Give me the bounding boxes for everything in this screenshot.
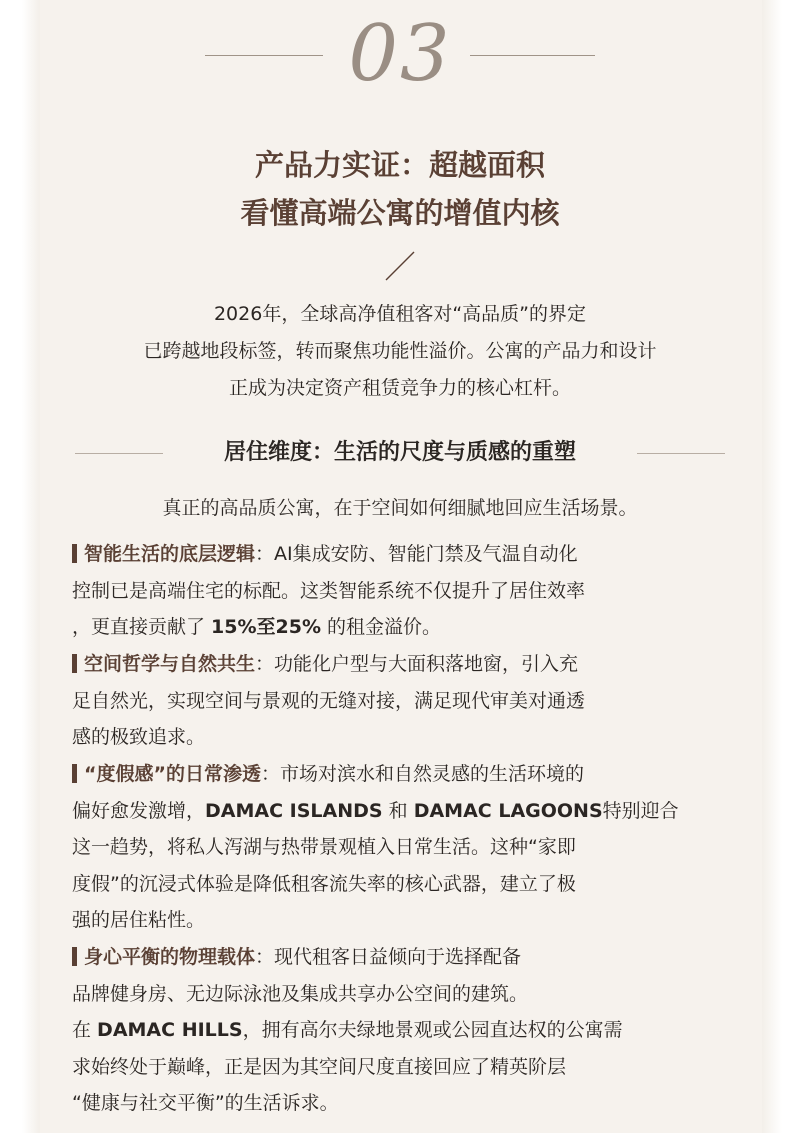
point-wellbeing xyxy=(72,939,732,1122)
intro-line-1: 2026年，全球高净值租客对“高品质”的界定 xyxy=(213,303,587,325)
point-holiday-feel xyxy=(72,756,732,939)
point-line xyxy=(72,939,732,976)
slash-divider-icon xyxy=(382,248,418,284)
premium-figure: 15%至25% xyxy=(211,616,322,638)
point-text: ：现代租客日益倾向于选择配备 xyxy=(255,946,522,968)
point-text: 在 xyxy=(72,1019,98,1041)
point-text: ：市场对滨水和自然灵感的生活环境的 xyxy=(260,763,584,785)
point-line: 足自然光，实现空间与景观的无缝对接，满足现代审美对通透 xyxy=(72,689,586,712)
point-text: ，更直接贡献了 xyxy=(72,616,212,638)
point-text: 特别迎合 xyxy=(602,799,679,822)
point-text: ：功能化户型与大面积落地窗，引入充 xyxy=(255,653,579,675)
bullet-marker-icon xyxy=(72,544,77,563)
point-text: 和 xyxy=(382,799,414,822)
point-line: 品牌健身房、无边际泳池及集成共享办公空间的建筑。 xyxy=(72,982,529,1005)
number-rule-right xyxy=(470,55,595,56)
project-name: DAMAC LAGOONS xyxy=(413,799,603,822)
point-lead: 智能生活的底层逻辑 xyxy=(84,543,256,565)
point-text: ，拥有高尔夫绿地景观或公园直达权的公寓需 xyxy=(242,1019,623,1041)
point-text: 偏好愈发激增， xyxy=(72,799,206,822)
point-line: 强的居住粘性。 xyxy=(72,909,206,931)
point-line xyxy=(72,1012,732,1049)
point-smart-living xyxy=(72,536,732,646)
point-lead: 身心平衡的物理载体 xyxy=(84,946,256,968)
point-line: 控制已是高端住宅的标配。这类智能系统不仅提升了居住效率 xyxy=(72,579,586,602)
point-text: 的租金溢价。 xyxy=(321,616,442,638)
subheading-rule-right xyxy=(637,453,725,454)
bullet-marker-icon xyxy=(72,947,77,966)
page-title-line-1: 产品力实证：超越面积 xyxy=(254,148,545,182)
project-name: DAMAC HILLS xyxy=(97,1019,243,1041)
point-text: ：AI集成安防、智能门禁及气温自动化 xyxy=(255,543,578,565)
point-line xyxy=(72,756,732,793)
point-line xyxy=(72,793,732,830)
section-number: 03 xyxy=(348,9,452,99)
point-space-nature xyxy=(72,646,732,756)
bullet-marker-icon xyxy=(72,654,77,673)
point-line: 求始终处于巅峰，正是因为其空间尺度直接回应了精英阶层 xyxy=(72,1055,567,1078)
subsection-heading: 居住维度：生活的尺度与质感的重塑 xyxy=(223,440,576,465)
point-line: 这一趋势，将私人泻湖与热带景观植入日常生活。这种“家即 xyxy=(72,836,576,858)
point-lead: 空间哲学与自然共生 xyxy=(84,653,256,675)
subsection-intro: 真正的高品质公寓，在于空间如何细腻地回应生活场景。 xyxy=(162,497,638,519)
project-name: DAMAC ISLANDS xyxy=(205,799,383,822)
point-line xyxy=(72,646,732,683)
point-line: 度假”的沉浸式体验是降低租客流失率的核心武器，建立了极 xyxy=(72,872,576,895)
point-line: “健康与社交平衡”的生活诉求。 xyxy=(72,1092,339,1114)
intro-line-3: 正成为决定资产租赁竞争力的核心杠杆。 xyxy=(228,377,571,399)
point-line: 感的极致追求。 xyxy=(72,726,206,748)
point-lead: “度假感”的日常渗透 xyxy=(84,763,261,785)
bullet-marker-icon xyxy=(72,764,77,783)
point-line xyxy=(72,609,732,646)
page-title-line-2: 看懂高端公寓的增值内核 xyxy=(240,196,560,230)
intro-line-2: 已跨越地段标签，转而聚焦功能性溢价。公寓的产品力和设计 xyxy=(143,340,657,362)
point-line xyxy=(72,536,732,573)
